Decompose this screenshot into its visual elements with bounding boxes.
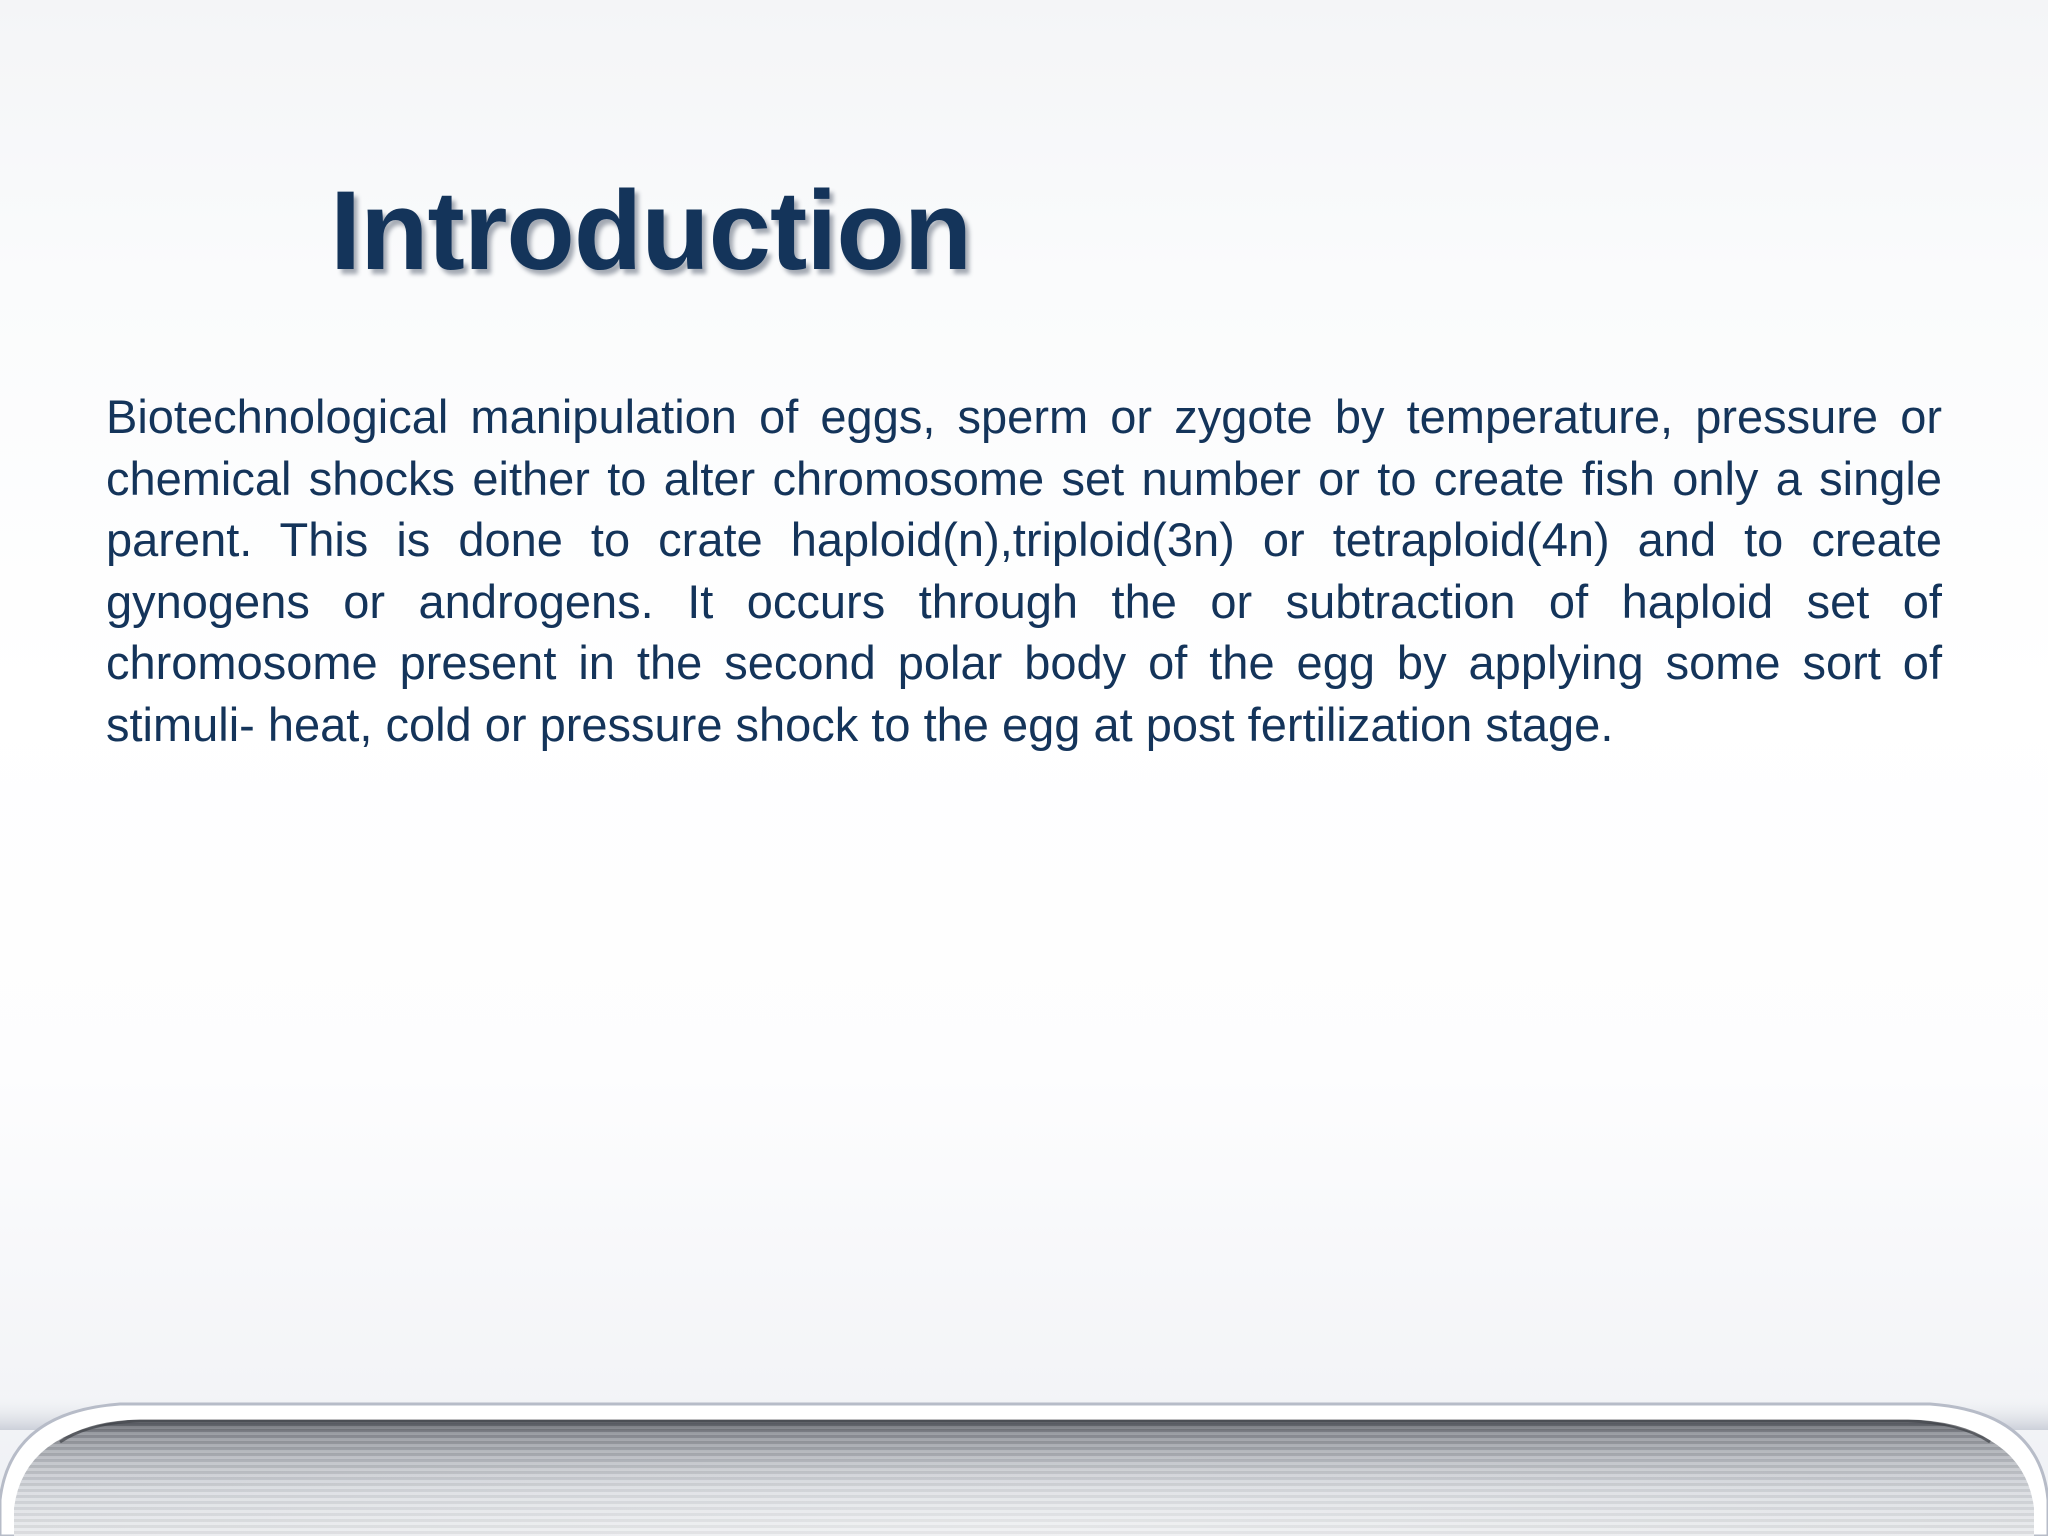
slide-title: Introduction — [330, 168, 972, 293]
slide-body-text: Biotechnological manipulation of eggs, sperm or zygote by temperature, pressure or chemical shocks either to alter chromosome set number or to create fish only a single parent. This is done to crate haploid(n),triploid(3n) or tetraploid(4n) and to create gynogens or androgens. It occurs through the or subtraction of haploid set of chromosome present in the second polar body of the egg by applying some sort of stimuli- heat, cold or pressure shock to the egg at post fertilization stage. — [106, 390, 1942, 751]
decorative-metal-bar — [0, 1390, 2048, 1536]
metal-bar-graphic — [0, 1390, 2048, 1536]
